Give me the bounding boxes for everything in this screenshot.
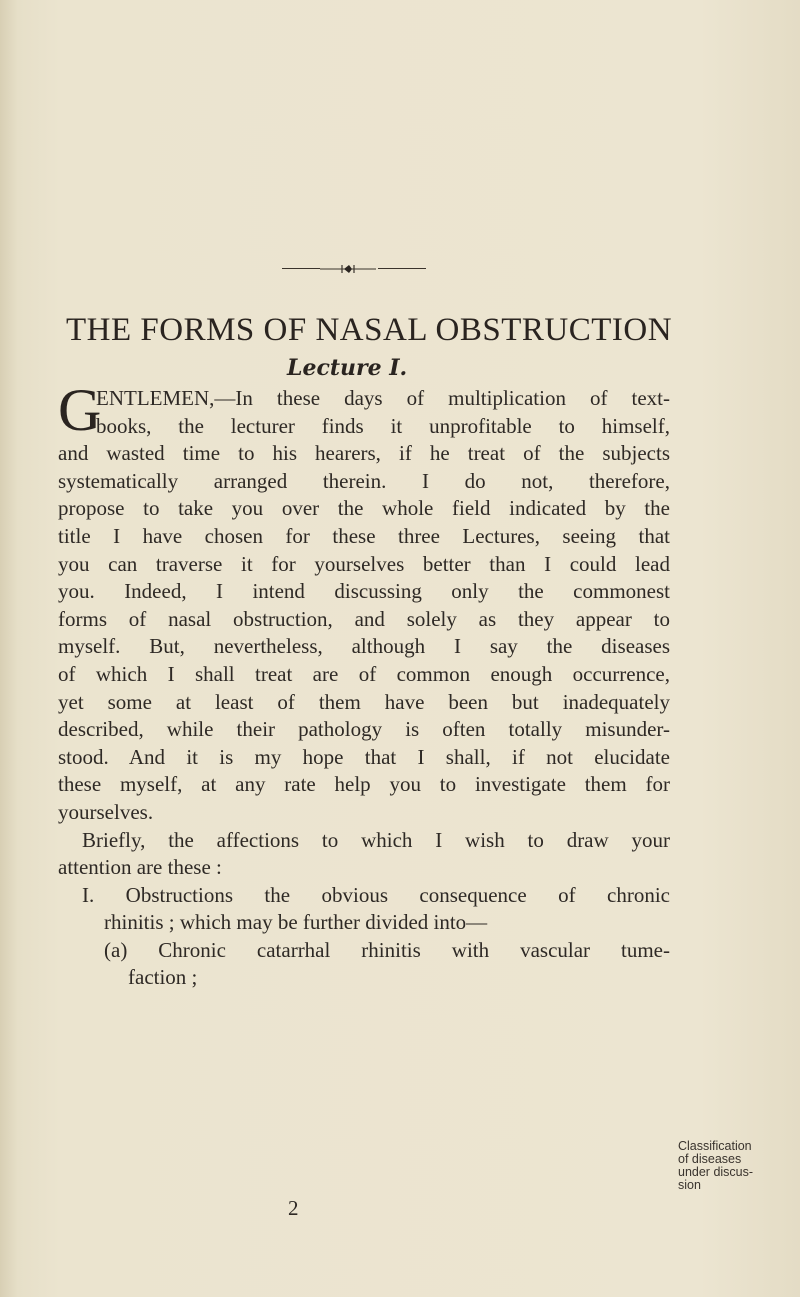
list-item-1-cont: rhinitis ; which may be further divided into—	[104, 910, 488, 935]
text-line: systematically arranged therein. I do not, therefore,	[58, 468, 670, 493]
margin-note-line: sion	[678, 1178, 701, 1192]
text-line: yourselves.	[58, 799, 154, 824]
paragraph-1	[58, 385, 670, 992]
title-rule-right	[378, 268, 426, 269]
text-line: books, the lecturer finds it unprofitable to himself,	[96, 413, 670, 438]
text-line: of which I shall treat are of common enough occurrence,	[58, 661, 670, 686]
drop-cap: G	[58, 377, 102, 443]
text-line: yet some at least of them have been but inadequately	[58, 689, 670, 714]
chapter-title: THE FORMS OF NASAL OBSTRUCTION	[66, 312, 673, 348]
text-line: Briefly, the affections to which I wish to draw your	[82, 827, 670, 852]
margin-note	[678, 1140, 798, 1192]
list-item-1: I. Obstructions the obvious consequence of chronic	[82, 882, 670, 907]
text-line: attention are these :	[58, 855, 222, 880]
text-line: and wasted time to his hearers, if he treat of the subjects	[58, 441, 670, 466]
text-line: title I have chosen for these three Lectures, seeing that	[58, 523, 670, 548]
margin-note-line: Classification	[678, 1139, 752, 1153]
list-item-1a: (a) Chronic catarrhal rhinitis with vascular tume-	[104, 937, 670, 962]
list-item-1a-cont: faction ;	[128, 965, 198, 990]
page-number: 2	[288, 1196, 299, 1220]
lecture-heading: Lecture I.	[287, 355, 408, 381]
text-line: stood. And it is my hope that I shall, if not elucidate	[58, 744, 670, 769]
title-rule-left	[282, 268, 320, 269]
text-line: these myself, at any rate help you to investigate them for	[58, 772, 670, 797]
text-line: propose to take you over the whole field indicated by the	[58, 496, 670, 521]
text-line: described, while their pathology is often totally misunder-	[58, 717, 670, 742]
margin-note-line: under discus-	[678, 1165, 754, 1179]
text-line: ENTLEMEN,—In these days of multiplication of text-	[96, 386, 670, 410]
ornament-icon	[318, 262, 378, 276]
text-line: forms of nasal obstruction, and solely as they appear to	[58, 606, 670, 631]
text-line: you can traverse it for yourselves better than I could lead	[58, 551, 670, 576]
text-line: myself. But, nevertheless, although I say the diseases	[58, 634, 670, 659]
text-line: you. Indeed, I intend discussing only the commonest	[58, 579, 670, 604]
margin-note-line: of diseases	[678, 1152, 742, 1166]
